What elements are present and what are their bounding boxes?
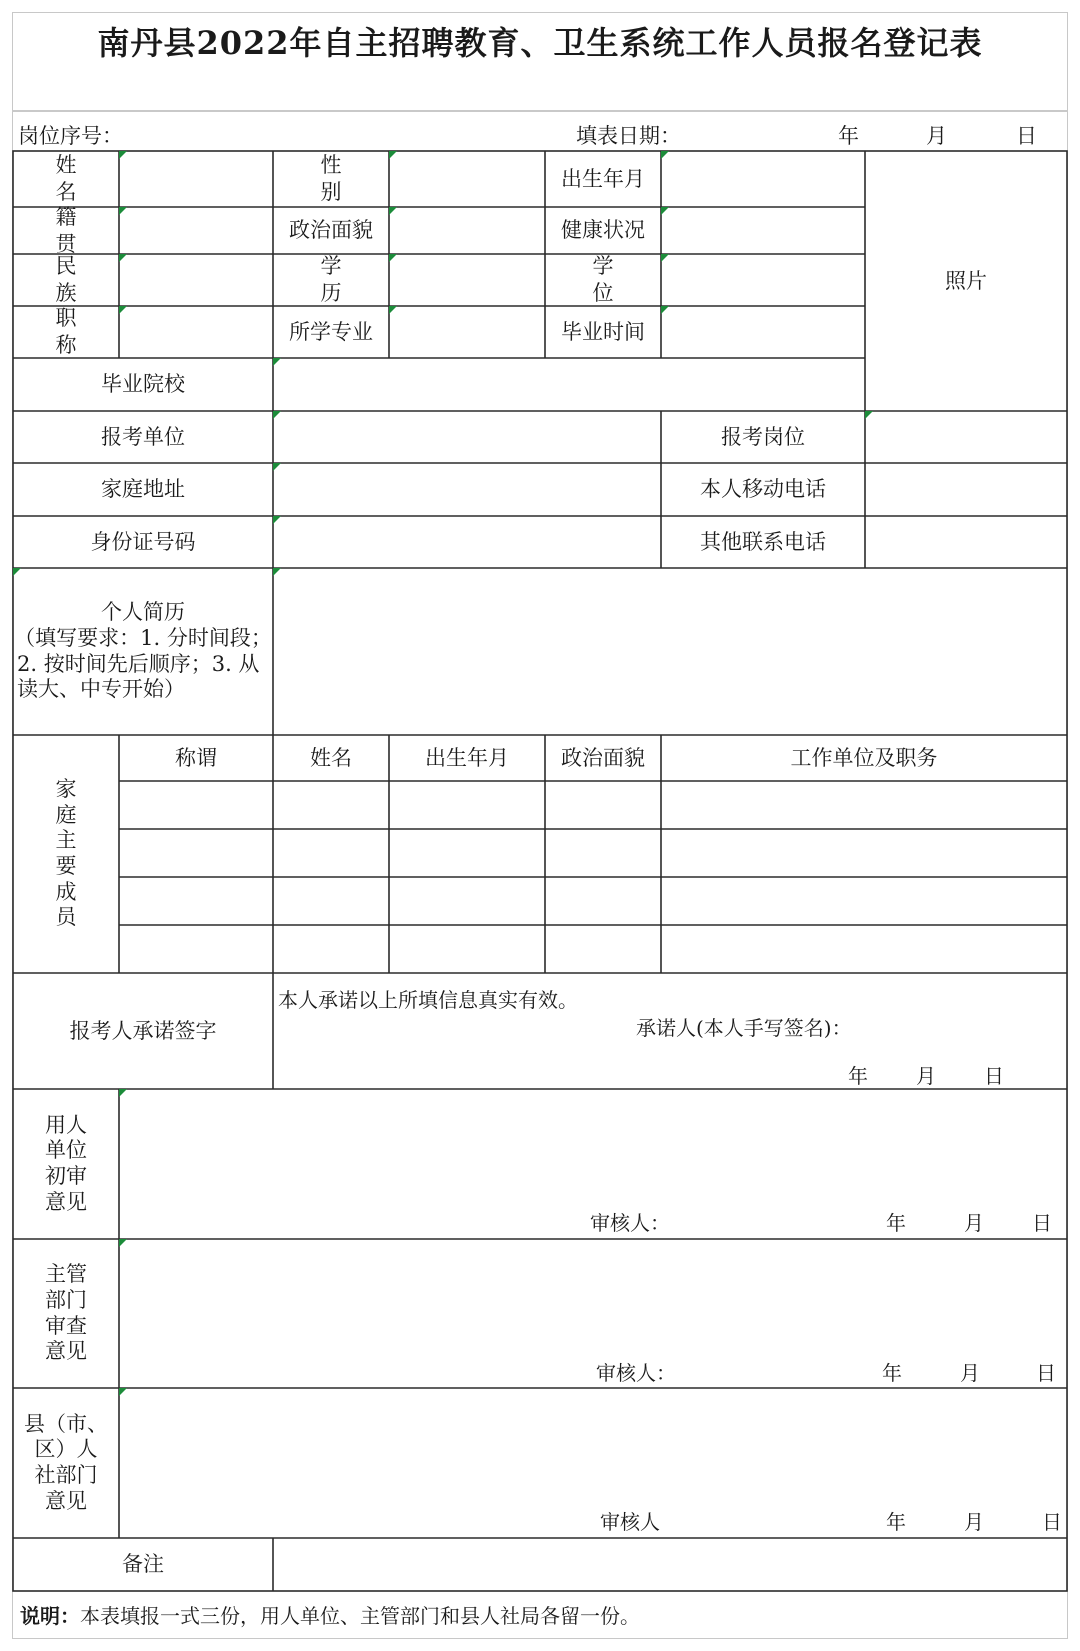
resume-label-line2: （填写要求：1. 分时间段； bbox=[14, 625, 272, 650]
footnote-bold: 说明： bbox=[20, 1604, 80, 1628]
family-row[interactable] bbox=[119, 877, 1067, 925]
mobile-label: 本人移动电话 bbox=[700, 477, 826, 502]
id-card-field[interactable] bbox=[273, 516, 661, 568]
review3-label-line: 县（市、 bbox=[24, 1411, 108, 1436]
review3-label-line: 意见 bbox=[45, 1488, 87, 1513]
title-label: 职 称 bbox=[55, 306, 142, 357]
photo-box[interactable]: 照片 bbox=[945, 268, 987, 293]
birth-field[interactable] bbox=[661, 151, 865, 207]
grad-time-label: 毕业时间 bbox=[561, 319, 645, 344]
review3-label-line: 社部门 bbox=[34, 1463, 98, 1487]
review2-label-line: 部门 bbox=[45, 1287, 87, 1312]
family-label bbox=[13, 735, 119, 973]
degree-label: 学 位 bbox=[592, 254, 679, 305]
fill-date-day: 日 bbox=[1016, 124, 1037, 148]
pledge-label: 报考人承诺签字 bbox=[69, 1018, 217, 1043]
review2-label-line: 审查 bbox=[45, 1313, 87, 1338]
fill-date-year: 年 bbox=[838, 124, 859, 148]
resume-label bbox=[13, 568, 273, 735]
pledge-text: 本人承诺以上所填信息真实有效。 bbox=[278, 988, 578, 1012]
unit-field[interactable] bbox=[273, 411, 661, 463]
mobile-field[interactable] bbox=[865, 463, 1067, 516]
post-field[interactable] bbox=[865, 411, 1067, 463]
address-field[interactable] bbox=[273, 463, 661, 516]
review2-field[interactable] bbox=[119, 1239, 1067, 1388]
review1-label-line: 用人 bbox=[45, 1112, 87, 1137]
review2-label-line: 主管 bbox=[45, 1262, 87, 1287]
other-phone-field[interactable] bbox=[865, 516, 1067, 568]
review1-label bbox=[13, 1089, 119, 1239]
review1-month: 月 bbox=[964, 1211, 984, 1235]
id-card-label: 身份证号码 bbox=[90, 529, 196, 554]
family-label-char: 家 bbox=[55, 777, 77, 802]
ethnicity-field[interactable] bbox=[119, 254, 273, 306]
political-label: 政治面貌 bbox=[289, 218, 373, 243]
review2-label bbox=[13, 1239, 119, 1388]
family-label-char: 庭 bbox=[55, 802, 77, 827]
school-field[interactable] bbox=[273, 358, 865, 411]
gender-label: 性 别 bbox=[320, 153, 407, 204]
pledge-year: 年 bbox=[848, 1064, 868, 1088]
review3-label bbox=[13, 1388, 119, 1538]
family-col-work: 工作单位及职务 bbox=[790, 745, 938, 770]
title-divider bbox=[12, 110, 1068, 112]
major-label: 所学专业 bbox=[289, 319, 373, 344]
other-phone-label: 其他联系电话 bbox=[700, 529, 826, 554]
family-col-birth: 出生年月 bbox=[425, 745, 509, 770]
review3-month: 月 bbox=[964, 1510, 984, 1534]
review2-reviewer: 审核人： bbox=[596, 1361, 676, 1385]
review3-day: 日 bbox=[1042, 1510, 1062, 1534]
review1-reviewer: 审核人： bbox=[590, 1211, 670, 1235]
unit-label: 报考单位 bbox=[101, 424, 185, 449]
fill-date-month: 月 bbox=[926, 124, 947, 148]
pledge-month: 月 bbox=[916, 1064, 936, 1088]
family-row[interactable] bbox=[119, 781, 1067, 829]
resume-label-line3: 2. 按时间先后顺序；3. 从 bbox=[17, 651, 260, 676]
education-label: 学 历 bbox=[320, 254, 407, 305]
family-col-relation: 称谓 bbox=[175, 745, 217, 770]
review1-label-line: 初审 bbox=[45, 1164, 87, 1188]
form-title: 南丹县2022年自主招聘教育、卫生系统工作人员报名登记表 bbox=[97, 24, 983, 62]
review1-label-line: 单位 bbox=[45, 1138, 87, 1163]
title-field[interactable] bbox=[119, 306, 273, 358]
review3-year: 年 bbox=[886, 1510, 906, 1534]
name-field[interactable] bbox=[119, 151, 273, 207]
review2-year: 年 bbox=[882, 1361, 902, 1385]
pledge-signer[interactable]: 承诺人(本人手写签名)： bbox=[636, 1016, 852, 1040]
family-label-char: 要 bbox=[55, 854, 77, 878]
political-field[interactable] bbox=[389, 207, 545, 254]
ethnicity-label: 民 族 bbox=[55, 254, 142, 305]
birth-label: 出生年月 bbox=[561, 166, 645, 191]
family-label-char: 成 bbox=[55, 879, 77, 904]
degree-field[interactable] bbox=[661, 254, 865, 306]
family-row[interactable] bbox=[119, 925, 1067, 973]
address-label: 家庭地址 bbox=[101, 477, 185, 502]
review3-field[interactable] bbox=[119, 1388, 1067, 1538]
education-field[interactable] bbox=[389, 254, 545, 306]
major-field[interactable] bbox=[389, 306, 545, 358]
family-row[interactable] bbox=[119, 829, 1067, 877]
pledge-day: 日 bbox=[984, 1064, 1004, 1088]
review2-day: 日 bbox=[1036, 1361, 1056, 1385]
footnote-text: 本表填报一式三份，用人单位、主管部门和县人社局各留一份。 bbox=[80, 1604, 640, 1628]
school-label: 毕业院校 bbox=[101, 372, 185, 397]
footnote bbox=[20, 1600, 640, 1629]
review1-day: 日 bbox=[1032, 1211, 1052, 1235]
family-label-char: 主 bbox=[55, 828, 77, 853]
resume-label-line1: 个人简历 bbox=[101, 600, 185, 625]
review1-label-line: 意见 bbox=[45, 1189, 87, 1214]
review2-month: 月 bbox=[960, 1361, 980, 1385]
review1-year: 年 bbox=[886, 1211, 906, 1235]
family-label-char: 员 bbox=[55, 905, 77, 930]
fill-date-label: 填表日期： bbox=[576, 124, 681, 148]
position-no-label: 岗位序号： bbox=[18, 124, 123, 148]
family-col-name: 姓名 bbox=[310, 745, 352, 770]
gender-field[interactable] bbox=[389, 151, 545, 207]
health-field[interactable] bbox=[661, 207, 865, 254]
native-place-label: 籍 贯 bbox=[55, 204, 142, 256]
remarks-label: 备注 bbox=[122, 1552, 164, 1577]
resume-field[interactable] bbox=[273, 568, 1067, 735]
remarks-field[interactable] bbox=[273, 1538, 1067, 1591]
family-col-political: 政治面貌 bbox=[561, 745, 645, 770]
review2-label-line: 意见 bbox=[45, 1339, 87, 1364]
health-label: 健康状况 bbox=[561, 218, 645, 243]
review3-reviewer: 审核人 bbox=[600, 1510, 660, 1534]
post-label: 报考岗位 bbox=[721, 424, 805, 449]
name-label: 姓 名 bbox=[55, 153, 142, 204]
resume-label-line4: 读大、中专开始） bbox=[17, 677, 185, 702]
review3-label-line: 区）人 bbox=[34, 1437, 98, 1462]
grad-time-field[interactable] bbox=[661, 306, 865, 358]
native-place-field[interactable] bbox=[119, 207, 273, 254]
